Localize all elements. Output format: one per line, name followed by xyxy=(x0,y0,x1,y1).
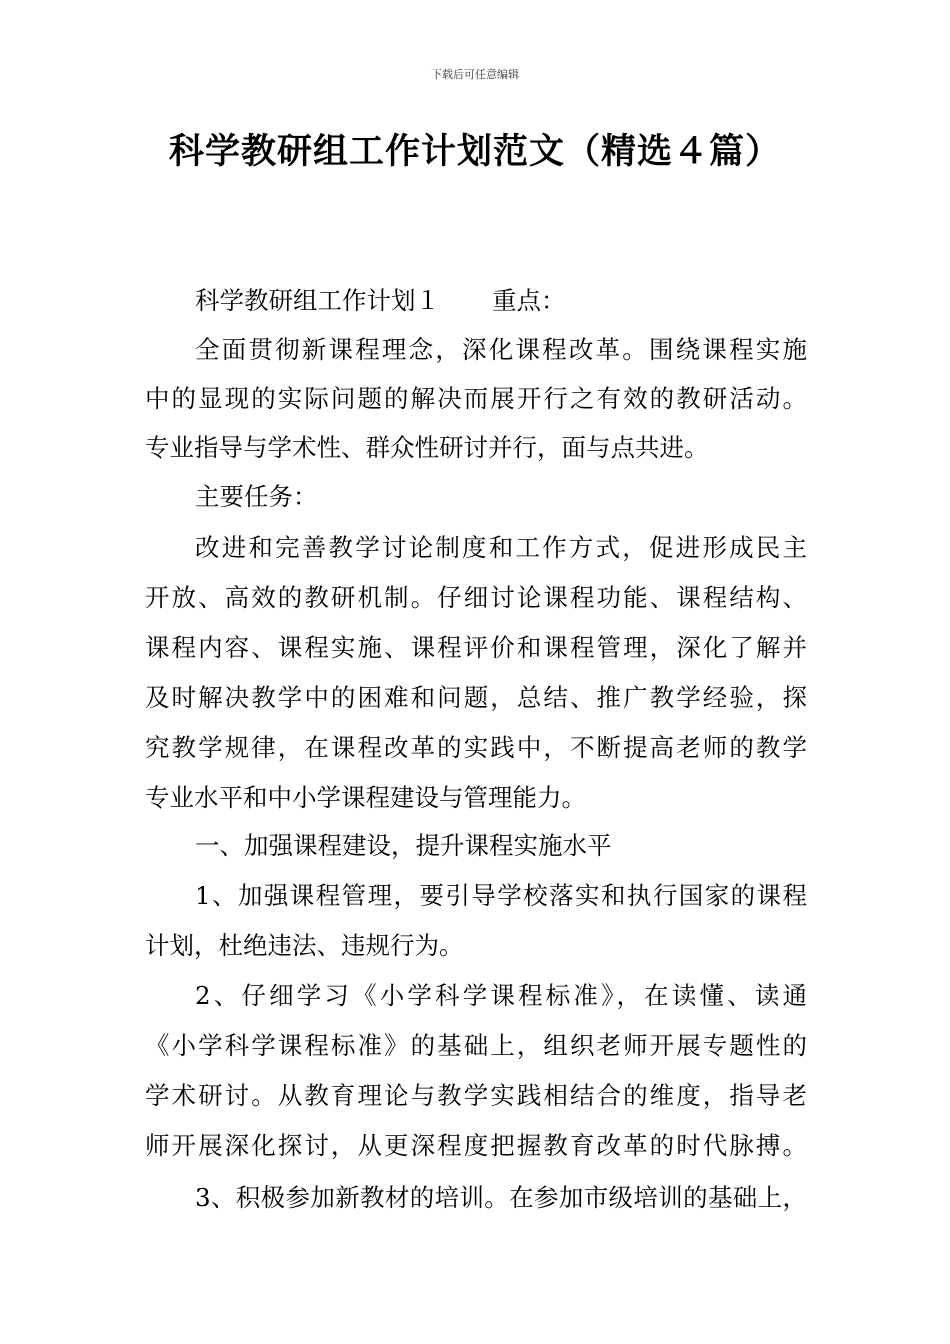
paragraph-line: 开放、高效的教研机制。仔细讨论课程功能、课程结构、 xyxy=(145,583,807,612)
section-label: 科学教研组工作计划１ xyxy=(195,286,440,315)
paragraph-line: 改进和完善教学讨论制度和工作方式，促进形成民主 xyxy=(195,533,807,562)
paragraph-line: 课程内容、课程实施、课程评价和课程管理，深化了解并 xyxy=(145,633,807,662)
paragraph-line: 专业指导与学术性、群众性研讨并行，面与点共进。 xyxy=(145,433,709,462)
paragraph-line: 1、加强课程管理，要引导学校落实和执行国家的课程 xyxy=(195,881,807,910)
paragraph-line: 学术研讨。从教育理论与教学实践相结合的维度，指导老 xyxy=(145,1081,807,1110)
document-title: 科学教研组工作计划范文（精选４篇） xyxy=(168,132,781,172)
section-heading xyxy=(195,284,875,318)
paragraph-line: 主要任务： xyxy=(195,482,318,511)
section-focus: 重点： xyxy=(492,286,566,315)
paragraph-line: 3、积极参加新教材的培训。在参加市级培训的基础上， xyxy=(195,1183,807,1212)
paragraph-line: 计划，杜绝违法、违规行为。 xyxy=(145,931,464,960)
header-note: 下载后可任意编辑 xyxy=(431,68,519,81)
paragraph-line: 究教学规律，在课程改革的实践中，不断提高老师的教学 xyxy=(145,733,807,762)
subheading: 一、加强课程建设，提升课程实施水平 xyxy=(195,831,612,860)
paragraph-line: 《小学科学课程标准》的基础上，组织老师开展专题性的 xyxy=(145,1031,807,1060)
paragraph-line: 2、仔细学习《小学科学课程标准》，在读懂、读通 xyxy=(195,981,807,1010)
paragraph-line: 及时解决教学中的困难和问题，总结、推广教学经验，探 xyxy=(145,683,807,712)
paragraph-line: 师开展深化探讨，从更深程度把握教育改革的时代脉搏。 xyxy=(145,1131,807,1160)
paragraph-line: 全面贯彻新课程理念，深化课程改革。围绕课程实施 xyxy=(195,335,807,364)
paragraph-line: 专业水平和中小学课程建设与管理能力。 xyxy=(145,783,586,812)
paragraph-line: 中的显现的实际问题的解决而展开行之有效的教研活动。 xyxy=(145,384,807,413)
